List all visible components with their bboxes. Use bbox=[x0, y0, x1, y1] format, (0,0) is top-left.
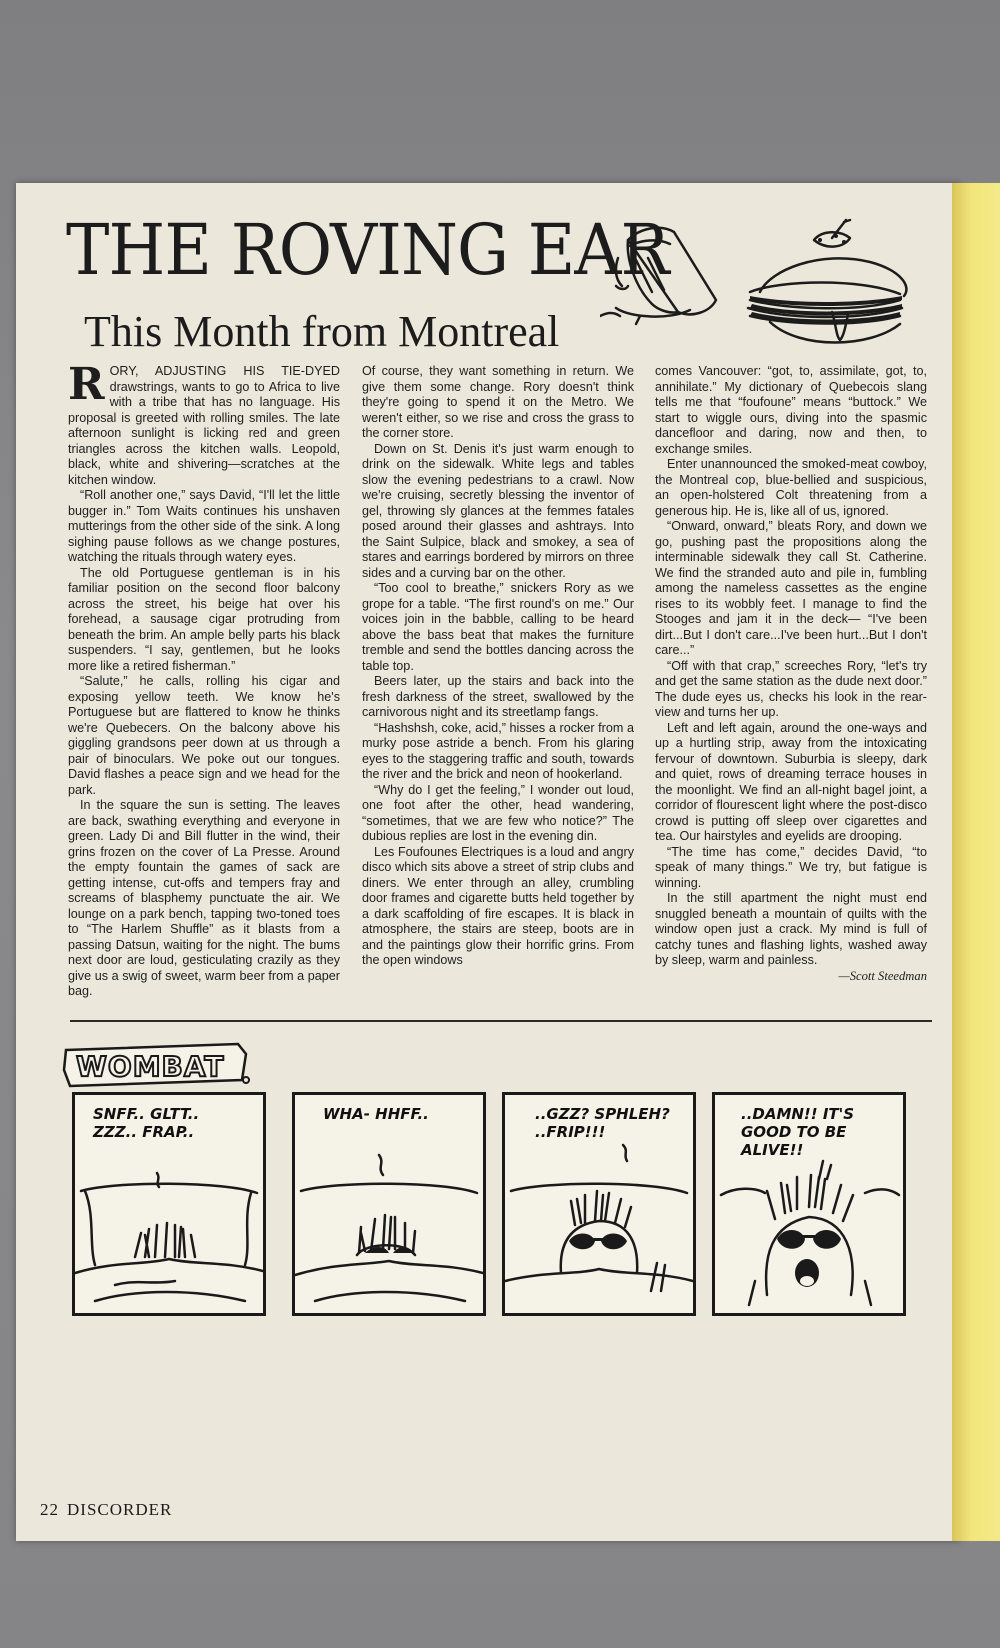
article-paragraph: “Too cool to breathe,” snickers Rory as we grope for a table. “The first round's on me.” Our voices join in the babble, calling to be heard above the bass beat that makes the furniture tremble and send the bottles dancing across the table top. bbox=[362, 581, 634, 673]
article-paragraph: “Off with that crap,” screeches Rory, “let's try and get the same station as the dude next door.” The dude eyes us, checks his look in the rear-view and turns her up. bbox=[655, 658, 927, 719]
drop-cap: R bbox=[68, 359, 105, 410]
comic-panel-4 bbox=[712, 1092, 906, 1316]
page-title: THE ROVING EAR bbox=[66, 209, 669, 291]
sandwich-icon bbox=[750, 283, 900, 295]
article-paragraph: “Roll another one,” says David, “I'll let the little bugger in.” Tom Waits continues his unshaven mutterings from the other side of the sink. A long sighing pause follows as we change postures, watching the rituals through watery eyes. bbox=[68, 488, 340, 564]
page-number: 22 bbox=[40, 1500, 59, 1519]
panel-2-sound-text: WHA- HHFF.. bbox=[323, 1105, 429, 1123]
article-paragraph: “Salute,” he calls, rolling his cigar and exposing yellow teeth. We know he's Portuguese but are flattered to know he thinks we're Quebecers. On the balcony above his giggling grandsons peer down at us through a pair of binoculars. We poke out our tongues. David flashes a peace sign and we head for the park. bbox=[68, 674, 340, 797]
comic-panel-1 bbox=[72, 1092, 266, 1316]
article-paragraph: “Why do I get the feeling,” I wonder out loud, one foot after the other, head wandering, “sometimes, that we are few who notice?” The dubious replies are lost in the evening din. bbox=[362, 782, 634, 843]
article-column-2 bbox=[362, 364, 634, 969]
article-column-3 bbox=[655, 364, 927, 984]
article-paragraph: “Hashshsh, coke, acid,” hisses a rocker from a murky pose astride a bench. From his glaring eyes to the staggering traffic and south, towards the river and the brick and neon of hookerland. bbox=[362, 720, 634, 781]
article-paragraph: “The time has come,” decides David, “to speak of many things.” We try, but fatigue is winning. bbox=[655, 844, 927, 890]
article-paragraph: In the still apartment the night must end snuggled beneath a mountain of quilts with the window open just a crack. My mind is full of catchy tunes and flashing lights, washed away by sleep, warm and painless. bbox=[655, 891, 927, 967]
panel-3-sound-text: ..GZZ? SPHLEH? ..FRIP!!! bbox=[535, 1105, 670, 1141]
article-paragraph: Les Foufounes Electriques is a loud and angry disco which sits above a street of strip clubs and diners. We enter through an alley, crumbling door frames and cigarette butts held together by a dark scaffolding of fire escapes. It is black in atmosphere, the stairs are steep, boots are in and the paintings glow their horrific grins. From the open windows bbox=[362, 844, 634, 967]
article-paragraph: comes Vancouver: “got, to, assimilate, got, to, annihilate.” My dictionary of Quebecois slang tells me that “foufoune” means “buttock.” We start to wiggle ours, diving into the spasmic dancefloor and daring, now and then, to exchange smiles. bbox=[655, 364, 927, 456]
cup-sandwich-illustration bbox=[600, 200, 940, 350]
article-byline: —Scott Steedman bbox=[838, 968, 927, 983]
section-divider bbox=[70, 1020, 932, 1022]
article-column-1 bbox=[68, 359, 340, 1000]
article-paragraph: “Onward, onward,” bleats Rory, and down we go, pushing past the propositions along the interminable sidewalk they call St. Catherine. We find the stranded auto and pile in, fumbling among the nameless cassettes as the engine rises to its wobbly feet. I manage to find the Stooges and jam it in the deck— “I've been dirt...But I don't care...I've been hurt...But I don't care...” bbox=[655, 519, 927, 657]
article-paragraph: Enter unannounced the smoked-meat cowboy, the Montreal cop, blue-bellied and suspicious, an open-holstered Colt threatening from a generous hip. He is, like all of us, ignored. bbox=[655, 457, 927, 518]
article-paragraph: The old Portuguese gentleman is in his familiar position on the second floor balcony across the street, his beige hat over his forehead, a sausage cigar protruding from beneath the brim. An ample belly parts his black suspenders. “I say, gentlemen, but he looks more like a retired fisherman.” bbox=[68, 565, 340, 673]
comic-panel-3 bbox=[502, 1092, 696, 1316]
comic-panel-2 bbox=[292, 1092, 486, 1316]
article-paragraph: Down on St. Denis it's just warm enough to drink on the sidewalk. White legs and tables slow the evening pedestrians to a crawl. Now we're cruising, secretly blessing the inventor of gel, throwing sly glances at the femmes fatales posed around their glasses and ashtrays. Into the Saint Sulpice, black and smokey, a sea of stares and earrings bordered by mirrors on three sides and a curving bar on the other. bbox=[362, 441, 634, 580]
page-footer bbox=[40, 1500, 180, 1520]
page-subtitle: This Month from Montreal bbox=[84, 307, 560, 356]
sleeping-wombat-icon bbox=[75, 1095, 263, 1313]
wombat-logo-text: WOMBAT bbox=[76, 1050, 225, 1083]
panel-1-sound-text: SNFF.. GLTT.. ZZZ.. FRAP.. bbox=[93, 1105, 200, 1141]
next-page-edge bbox=[952, 183, 1000, 1541]
article-paragraph: Left and left again, around the one-ways and up a hurtling strip, away from the intoxicating fervour of downtown. Suburbia is sleepy, dark and quiet, rows of dreaming terrace houses in the moonlight. We find an all-night bagel joint, a corridor of flourescent light where the post-disco crowd is putting off sleep over cigarettes and tea. Our hairstyles and eyelids are drooping. bbox=[655, 720, 927, 843]
alive-wombat-icon bbox=[715, 1095, 903, 1313]
sitting-up-wombat-icon bbox=[505, 1095, 693, 1313]
panel-4-speech-text: ..DAMN!! IT'S GOOD TO BE ALIVE!! bbox=[741, 1105, 855, 1159]
article-paragraph: Of course, they want something in return. We give them some change. Rory doesn't think they're going to spend it on the Metro. We weren't either, so we rise and cross the grass to the corner store. bbox=[362, 364, 634, 440]
waking-wombat-icon bbox=[295, 1095, 483, 1313]
magazine-name: DISCORDER bbox=[67, 1500, 173, 1519]
article-paragraph: Beers later, up the stairs and back into the fresh darkness of the street, swallowed by the carnivorous night and its streetlamp fangs. bbox=[362, 674, 634, 719]
article-paragraph: RORY, ADJUSTING HIS TIE-DYED drawstrings, wants to go to Africa to live with a tribe that has no language. His proposal is greeted with rolling smiles. The late afternoon sunlight is licking red and green triangles across the kitchen walls. Leopold, black, white and shivering—scratches at the kitchen window. bbox=[68, 359, 340, 487]
wombat-logo bbox=[62, 1040, 252, 1090]
article-paragraph: In the square the sun is setting. The leaves are back, swathing everything and everyone in green. Lady Di and Bill flutter in the wind, their grins frozen on the cover of La Presse. Around the empty fountain the games of sack are getting intense, cut-offs and tempers fray and screams of blasphemy punctuate the air. We lounge on a park bench, tapping two-toned toes to “The Harlem Shuffle” as it blasts from a passing Datsun, waiting for the night. The bums next door are loud, gesticulating crazily as they give us a swig of sweet, warm beer from a paper bag. bbox=[68, 798, 340, 998]
